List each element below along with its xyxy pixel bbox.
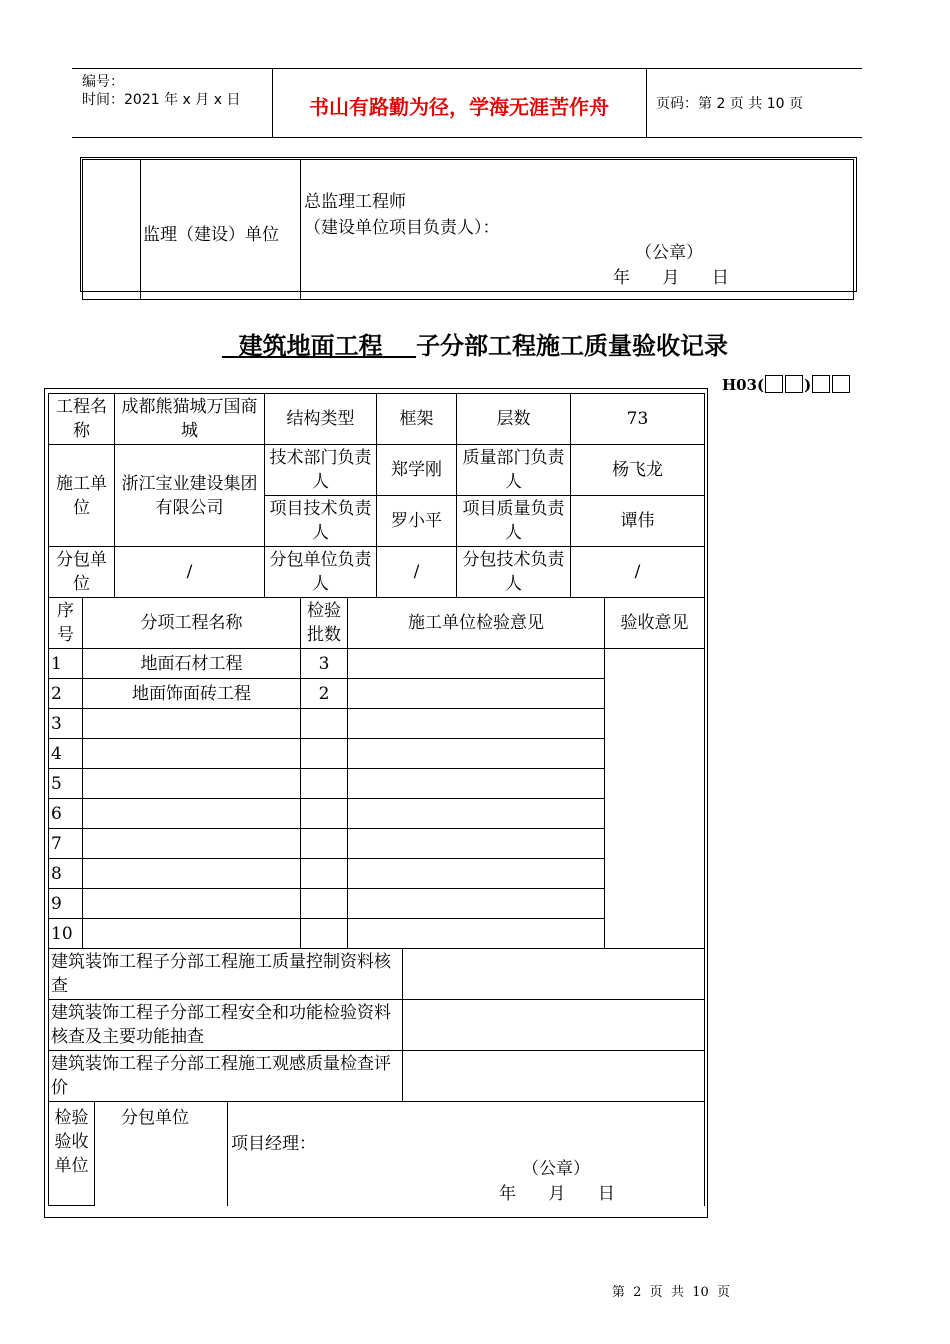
check-safety-function: 建筑装饰工程子分部工程安全和功能检验资料核查及主要功能抽查 (49, 1000, 403, 1051)
page-title (0, 326, 950, 361)
code-box (785, 375, 803, 393)
item-name (83, 739, 301, 769)
page-info: 页码：第 2 页 共 10 页 (656, 96, 803, 112)
item-name (83, 889, 301, 919)
manager-sign-cell (228, 1102, 705, 1206)
title-underlined: 建筑地面工程 (238, 331, 383, 360)
item-batches: 2 (301, 679, 348, 709)
seq-header: 序号 (49, 598, 83, 649)
sub-unit-value: / (115, 547, 265, 598)
item-batches (301, 799, 348, 829)
item-batches: 3 (301, 649, 348, 679)
item-name-header: 分项工程名称 (83, 598, 301, 649)
quality-head-value: 杨飞龙 (571, 445, 705, 496)
item-batches (301, 709, 348, 739)
opinion-header: 施工单位检验意见 (348, 598, 605, 649)
project-quality-label: 项目质量负责人 (457, 496, 571, 547)
acceptance-opinion-cell (605, 649, 705, 949)
item-opinion (348, 709, 605, 739)
item-batches (301, 829, 348, 859)
seal-label: （公章） (522, 1159, 590, 1179)
signoff-table (48, 1101, 705, 1206)
seal-label: （公章） (635, 243, 703, 263)
item-batches (301, 889, 348, 919)
item-seq: 1 (49, 649, 83, 679)
form-code: H03( ) (722, 375, 851, 394)
item-opinion (348, 829, 605, 859)
tech-head-label: 技术部门负责人 (265, 445, 377, 496)
project-info-table (48, 393, 705, 598)
item-opinion (348, 739, 605, 769)
item-opinion (348, 859, 605, 889)
supervision-sign-cell (301, 160, 854, 300)
owner-rep-label: （建设单位项目负责人）： (304, 218, 500, 238)
item-name: 地面石材工程 (83, 649, 301, 679)
document-time-label: 时间：2021 年 x 月 x 日 (82, 92, 241, 108)
quality-head-label: 质量部门负责人 (457, 445, 571, 496)
floors-value: 73 (571, 394, 705, 445)
supervision-signoff-box (80, 157, 857, 292)
item-batches (301, 919, 348, 949)
title-rest: 子分部工程施工质量验收记录 (416, 331, 729, 360)
page-header (72, 68, 862, 138)
structure-type-label: 结构类型 (265, 394, 377, 445)
contractor-label: 施工单位 (49, 445, 115, 547)
item-batches (301, 859, 348, 889)
item-seq: 5 (49, 769, 83, 799)
sub-head-value: / (377, 547, 457, 598)
item-name (83, 799, 301, 829)
item-seq: 2 (49, 679, 83, 709)
items-table (48, 597, 705, 949)
item-name (83, 859, 301, 889)
item-opinion (348, 799, 605, 829)
project-quality-value: 谭伟 (571, 496, 705, 547)
item-seq: 10 (49, 919, 83, 949)
tech-head-value: 郑学刚 (377, 445, 457, 496)
empty-cell (83, 160, 141, 300)
sub-unit-label: 分包单位 (49, 547, 115, 598)
item-name (83, 829, 301, 859)
item-seq: 4 (49, 739, 83, 769)
batches-header: 检验批数 (301, 598, 348, 649)
date-label: 年 月 日 (613, 268, 729, 288)
page-footer: 第 2 页 共 10 页 (611, 1285, 730, 1300)
item-seq: 3 (49, 709, 83, 739)
item-opinion (348, 649, 605, 679)
structure-type-value: 框架 (377, 394, 457, 445)
inspection-unit-label: 检验验收单位 (49, 1102, 95, 1206)
project-name-value: 成都熊猫城万国商城 (115, 394, 265, 445)
code-box (812, 375, 830, 393)
acceptance-record-table (48, 393, 704, 1206)
item-seq: 6 (49, 799, 83, 829)
check-appearance: 建筑装饰工程子分部工程施工观感质量检查评价 (49, 1051, 403, 1102)
check-result (403, 1000, 705, 1051)
item-seq: 7 (49, 829, 83, 859)
code-box (765, 375, 783, 393)
sub-tech-value: / (571, 547, 705, 598)
item-seq: 8 (49, 859, 83, 889)
sub-head-label: 分包单位负责人 (265, 547, 377, 598)
acceptance-header: 验收意见 (605, 598, 705, 649)
check-result (403, 1051, 705, 1102)
project-tech-label: 项目技术负责人 (265, 496, 377, 547)
item-opinion (348, 769, 605, 799)
supervision-unit-label: 监理（建设）单位 (141, 160, 301, 300)
check-result (403, 949, 705, 1000)
item-opinion (348, 679, 605, 709)
code-box (832, 375, 850, 393)
floors-label: 层数 (457, 394, 571, 445)
chief-supervisor-label: 总监理工程师 (304, 192, 406, 212)
sub-unit-sign-label: 分包单位 (95, 1102, 228, 1206)
project-manager-label: 项目经理： (231, 1134, 316, 1154)
date-label: 年 月 日 (499, 1184, 615, 1204)
item-batches (301, 769, 348, 799)
check-quality-control: 建筑装饰工程子分部工程施工质量控制资料核查 (49, 949, 403, 1000)
item-name: 地面饰面砖工程 (83, 679, 301, 709)
item-name (83, 709, 301, 739)
item-opinion (348, 919, 605, 949)
item-opinion (348, 889, 605, 919)
project-tech-value: 罗小平 (377, 496, 457, 547)
item-seq: 9 (49, 889, 83, 919)
sub-tech-label: 分包技术负责人 (457, 547, 571, 598)
project-name-label: 工程名称 (49, 394, 115, 445)
item-name (83, 919, 301, 949)
document-number-label: 编号： (82, 74, 124, 90)
contractor-value: 浙江宝业建设集团有限公司 (115, 445, 265, 547)
checks-table (48, 948, 705, 1102)
header-motto: 书山有路勤为径，学海无涯苦作舟 (309, 95, 609, 119)
item-name (83, 769, 301, 799)
item-batches (301, 739, 348, 769)
